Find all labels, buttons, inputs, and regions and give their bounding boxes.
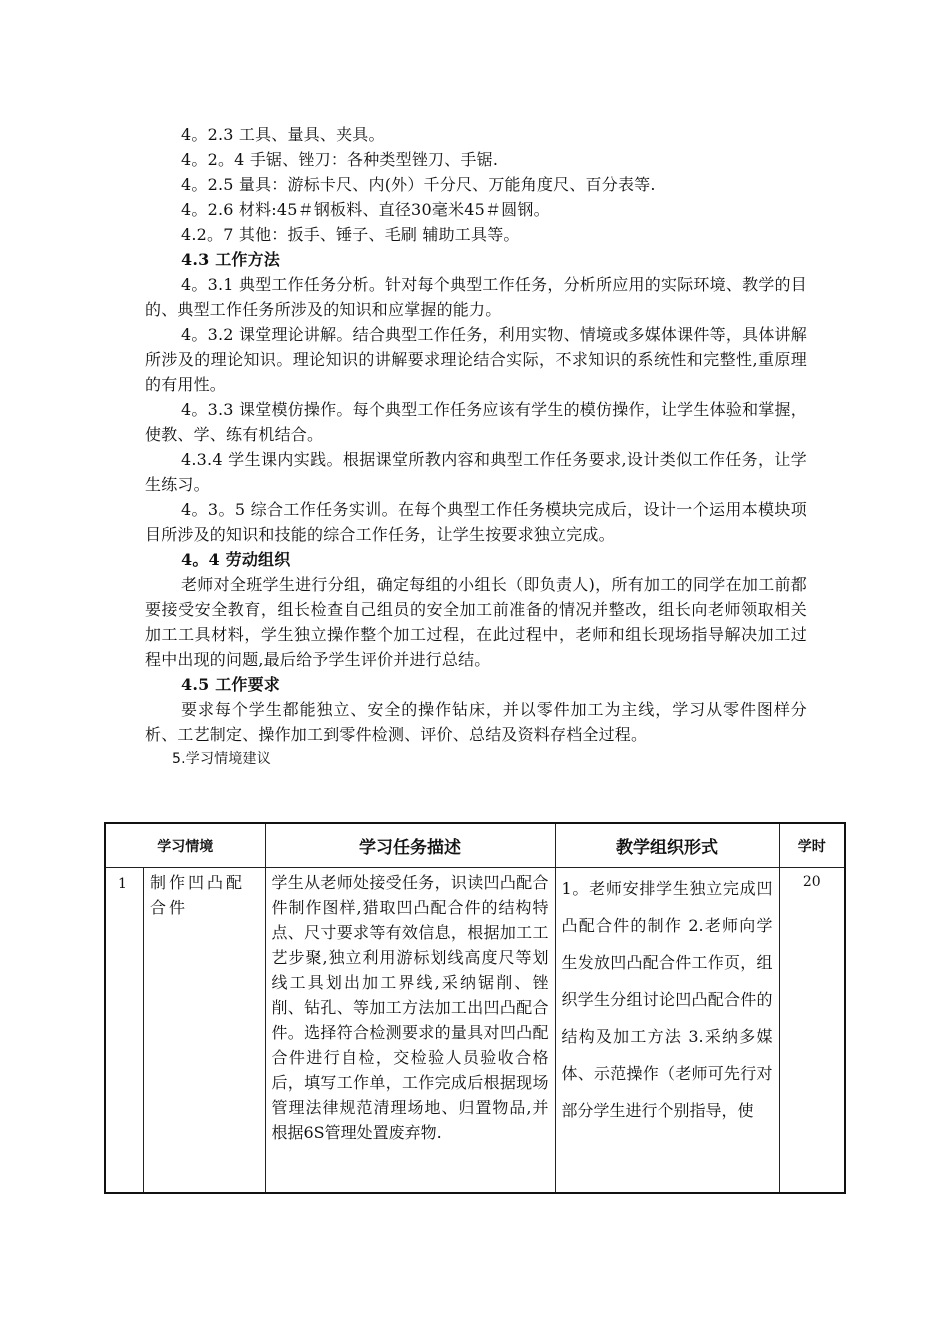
section-heading: 4。4 劳动组织: [181, 550, 291, 569]
table-header-row: [105, 823, 845, 868]
document-body: [145, 122, 807, 770]
paragraph: 4。3.1 典型工作任务分析。针对每个典型工作任务，分析所应用的实际环境、教学的目的、典型工作任务所涉及的知识和应掌握的能力。: [145, 275, 807, 319]
list-item: 4。2。4 手锯、锉刀：各种类型锉刀、手锯.: [181, 150, 499, 169]
organization-cell: [555, 868, 779, 1194]
paragraph: 4。3.3 课堂模仿操作。每个典型工作任务应该有学生的模仿操作，让学生体验和掌握，使教、学、练有机结合。: [145, 400, 807, 444]
header-description: 学习任务描述: [265, 823, 555, 868]
learning-situation-table: [104, 822, 846, 1194]
paragraph: 要求每个学生都能独立、安全的操作钻床，并以零件加工为主线，学习从零件图样分析、工艺制定、操作加工到零件检测、评价、总结及资料存档全过程。: [145, 700, 807, 744]
organization-text: 1。老师安排学生独立完成凹凸配合件的制作 2.老师向学生发放凹凸配合件工作页，组织学生分组讨论凹凸配合件的结构及加工方法 3.采纳多媒体、示范操作（老师可先行对部分学生进行个别指导，使: [561, 879, 773, 1120]
paragraph: 4。3.2 课堂理论讲解。结合典型工作任务，利用实物、情境或多媒体课件等，具体讲解所涉及的理论知识。理论知识的讲解要求理论结合实际，不求知识的系统性和完整性,重原理的有用性。: [145, 325, 807, 394]
header-situation: 学习情境: [105, 823, 265, 868]
situation-cell: [105, 868, 265, 1194]
table-row: [105, 868, 845, 1194]
header-hours: 学时: [779, 823, 845, 868]
list-item: 4。2.5 量具：游标卡尺、内(外）千分尺、万能角度尺、百分表等.: [181, 175, 656, 194]
section-heading: 4.3 工作方法: [181, 250, 281, 269]
header-organization: 教学组织形式: [555, 823, 779, 868]
paragraph: 4。3。5 综合工作任务实训。在每个典型工作任务模块完成后，设计一个运用本模块项目所涉及的知识和技能的综合工作任务，让学生按要求独立完成。: [145, 500, 807, 544]
situation-name: 制作凹凸配合件: [150, 873, 246, 917]
task-description: 学生从老师处接受任务，识读凹凸配合件制作图样,猎取凹凸配合件的结构特点、尺寸要求等有效信息，根据加工工艺步聚,独立利用游标划线高度尺等划线工具划出加工界线,采纳锯削、锉削、钻孔、等加工方法加工出凹凸配合件。选择符合检测要求的量具对凹凸配合件进行自检，交检验人员验收合格后，填写工作单，工作完成后根据现场管理法律规范清理场地、归置物品,并根据6S管理处置废弃物.: [271, 873, 549, 1142]
table-caption: 5.学习情境建议: [172, 751, 271, 767]
paragraph: 老师对全班学生进行分组，确定每组的小组长（即负责人)，所有加工的同学在加工前都要接受安全教育，组长检查自己组员的安全加工前准备的情况并整改，组长向老师领取相关加工工具材料，学生独立操作整个加工过程，在此过程中，老师和组长现场指导解决加工过程中出现的问题,最后给予学生评价并进行总结。: [145, 575, 807, 669]
hours-cell: 20: [779, 868, 845, 1194]
description-cell: [265, 868, 555, 1194]
section-heading: 4.5 工作要求: [181, 675, 281, 694]
paragraph: 4.3.4 学生课内实践。根据课堂所教内容和典型工作任务要求,设计类似工作任务，让学生练习。: [145, 450, 807, 494]
list-item: 4。2.6 材料:45＃钢板料、直径30毫米45＃圆钢。: [181, 200, 550, 219]
list-item: 4。2.3 工具、量具、夹具。: [181, 125, 385, 144]
list-item: 4.2。7 其他：扳手、锤子、毛刷 辅助工具等。: [181, 225, 520, 244]
row-index: 1: [106, 868, 144, 1192]
